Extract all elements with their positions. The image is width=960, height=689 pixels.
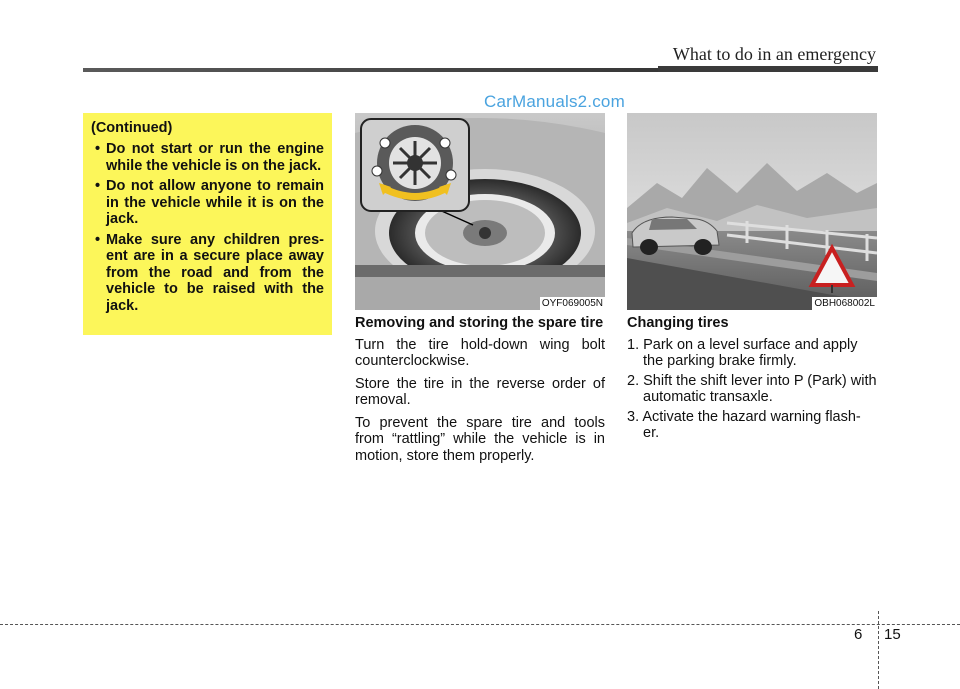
spare-tire-figure xyxy=(355,113,605,310)
footer-divider xyxy=(878,611,879,689)
warning-box xyxy=(83,113,332,335)
watermark: CarManuals2.com xyxy=(484,92,625,111)
paragraph: Store the tire in the reverse order of removal. xyxy=(355,375,605,408)
warning-item xyxy=(91,141,324,174)
footer-rule xyxy=(0,624,960,625)
page-section-title: What to do in an emergency xyxy=(672,44,876,64)
warning-list xyxy=(91,141,324,314)
chapter-number: 6 xyxy=(854,626,863,643)
figure-code: OBH068002L xyxy=(814,298,875,309)
step-item: 3. Activate the hazard warning flash- er. xyxy=(627,408,861,441)
paragraph: To prevent the spare tire and tools from “rattling” while the vehicle is in motion, store them properly. xyxy=(355,414,605,464)
paragraph: Turn the tire hold-down wing bolt counterclockwise. xyxy=(355,336,605,369)
warning-item-text: Make sure any children pres- ent are in a secure place away from the road and from the vehicle to be raised with the jack. xyxy=(106,231,324,314)
warning-item xyxy=(91,232,324,315)
figure-code: OYF069005N xyxy=(541,298,603,309)
steps-list xyxy=(627,337,877,442)
page-number: 15 xyxy=(884,626,901,643)
warning-item-text: Do not start or run the engine while the vehicle is on the jack. xyxy=(106,141,324,174)
step-item: 2. Shift the shift lever into P (Park) with automatic transaxle. xyxy=(627,372,877,405)
warning-continued-label: (Continued) xyxy=(91,120,173,136)
header-rule-accent xyxy=(658,66,878,72)
spare-tire-illustration xyxy=(355,113,605,310)
warning-item xyxy=(91,178,324,228)
roadside-illustration xyxy=(627,113,877,310)
section-heading: Removing and storing the spare tire xyxy=(355,315,604,331)
warning-item-text: Do not allow anyone to remain in the vehicle while it is on the jack. xyxy=(106,178,324,227)
roadside-figure xyxy=(627,113,877,310)
changing-tires-section xyxy=(627,315,877,445)
spare-tire-section xyxy=(355,315,605,470)
section-heading: Changing tires xyxy=(627,315,729,331)
step-item: 1. Park on a level surface and apply the parking brake firmly. xyxy=(627,336,858,369)
